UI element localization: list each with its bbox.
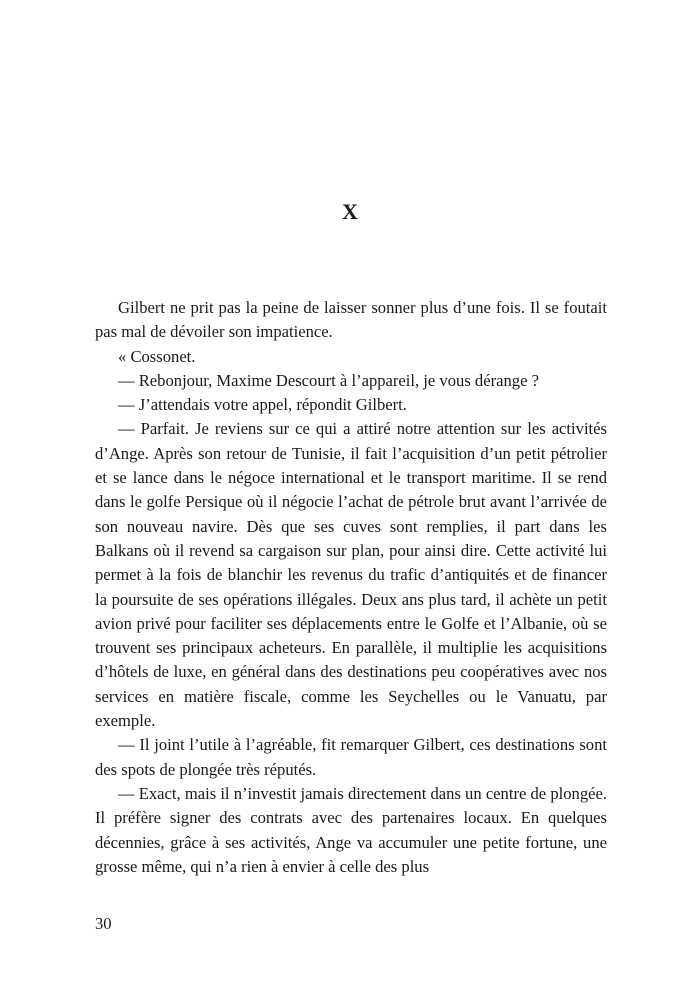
page-number: 30 [95, 914, 112, 933]
paragraph: — Parfait. Je reviens sur ce qui a attiré notre attention sur les activités d’Ange. Après son retour de Tunisie, il fait l’acquisition d’un petit pétrolier et se lance dans le négoce international et le transport maritime. Il se rend dans le golfe Persique où il négocie l’achat de pétrole brut avant l’arrivée de son nouveau navire. Dès que ses cuves sont remplies, il part dans les Balkans où il revend sa cargaison sur plan, pour ainsi dire. Cette activité lui permet à la fois de blanchir les revenus du trafic d’antiquités et de financer la poursuite de ses opérations illégales. Deux ans plus tard, il achète un petit avion privé pour faciliter ses déplacements entre le Golfe et l’Albanie, où se trouvent ses principaux acheteurs. En parallèle, il multiplie les acquisitions d’hôtels de luxe, en général dans des destinations peu coopératives avec nos services en matière fiscale, comme les Seychelles ou le Vanuatu, par exemple. [95, 419, 607, 731]
paragraph: — Exact, mais il n’investit jamais directement dans un centre de plongée. Il préfère signer des contrats avec des partenaires locaux. En quelques décennies, grâce à ses activités, Ange va accumuler une petite fortune, une grosse même, qui n’a rien à envier à celle des plus [95, 783, 607, 876]
paragraph: — Rebonjour, Maxime Descourt à l’appareil, je vous dérange ? [118, 370, 539, 390]
body-text [95, 296, 607, 879]
paragraph: Gilbert ne prit pas la peine de laisser sonner plus d’une fois. Il se foutait pas mal de dévoiler son impatience. [95, 298, 607, 342]
chapter-title: X [342, 199, 358, 224]
paragraph: « Cossonet. [118, 346, 196, 366]
paragraph: — Il joint l’utile à l’agréable, fit remarquer Gilbert, ces destinations sont des spots de plongée très réputés. [95, 735, 607, 779]
paragraph: — J’attendais votre appel, répondit Gilbert. [118, 395, 407, 415]
